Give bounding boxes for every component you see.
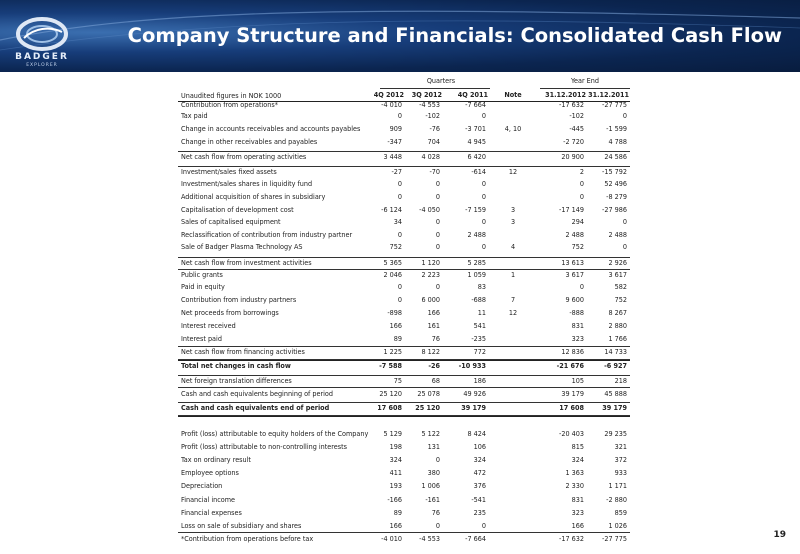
col-header: 31.12.2012 (545, 90, 586, 99)
row-value: 8 267 (608, 308, 627, 317)
row-value: 1 171 (608, 481, 627, 490)
row-value: 909 (389, 124, 402, 133)
row-value: 831 (571, 321, 584, 330)
row-value: 0 (435, 521, 440, 530)
row-value: 5 122 (421, 429, 440, 438)
col-header: 31.12.2011 (588, 90, 629, 99)
section-rule (178, 151, 630, 152)
row-value: 4 788 (608, 137, 627, 146)
row-note: 3 (510, 217, 516, 226)
row-note: 12 (508, 167, 518, 176)
row-value: 83 (477, 282, 486, 291)
row-value: -4 553 (419, 100, 440, 109)
row-value: 294 (571, 217, 584, 226)
row-value: 193 (389, 481, 402, 490)
row-value: 39 179 (561, 389, 584, 398)
row-value: 166 (427, 308, 440, 317)
row-label: Sale of Badger Plasma Technology AS (181, 242, 303, 251)
row-value: 39 179 (461, 403, 486, 412)
row-note: 3 (510, 205, 516, 214)
row-value: -3 701 (465, 124, 486, 133)
row-value: -26 (428, 361, 440, 370)
row-value: 106 (473, 442, 486, 451)
row-label: Change in other receivables and payables (181, 137, 318, 146)
row-value: 0 (397, 230, 402, 239)
row-label: Cash and cash equivalents beginning of period (181, 389, 333, 398)
row-value: 0 (481, 217, 486, 226)
row-label: Profit (loss) attributable to equity holders of the Company (181, 429, 369, 438)
row-value: 34 (393, 217, 402, 226)
row-value: -17 149 (559, 205, 584, 214)
row-value: 2 488 (608, 230, 627, 239)
row-value: 9 600 (565, 295, 584, 304)
col-header: 4Q 2012 (373, 90, 404, 99)
group-rule-yearend (540, 88, 630, 89)
row-value: 0 (435, 192, 440, 201)
row-value: 68 (431, 376, 440, 385)
row-value: -6 927 (604, 361, 627, 370)
row-value: 17 608 (377, 403, 402, 412)
row-value: -347 (387, 137, 402, 146)
row-value: 0 (397, 295, 402, 304)
section-rule (178, 166, 630, 167)
row-label: Total net changes in cash flow (181, 361, 291, 370)
row-value: 3 617 (565, 270, 584, 279)
row-note: 12 (508, 308, 518, 317)
row-value: 0 (435, 242, 440, 251)
header-quarters: Quarters (426, 76, 456, 85)
row-value: 2 (579, 167, 584, 176)
row-value: 76 (431, 508, 440, 517)
row-label: Change in accounts receivables and accounts payables (181, 124, 361, 133)
row-value: -7 664 (465, 100, 486, 109)
row-label: Net foreign translation differences (181, 376, 292, 385)
row-value: 89 (393, 508, 402, 517)
row-value: 0 (435, 230, 440, 239)
page-number: 19 (773, 530, 786, 540)
row-value: 5 365 (383, 258, 402, 267)
row-value: -21 676 (556, 361, 584, 370)
group-rule-quarters (380, 88, 490, 89)
col-header: 3Q 2012 (411, 90, 442, 99)
row-value: 472 (473, 468, 486, 477)
section-rule (178, 359, 630, 360)
row-value: 0 (622, 217, 627, 226)
row-label: Employee options (181, 468, 239, 477)
section-rule (178, 346, 630, 347)
row-value: -6 124 (381, 205, 402, 214)
row-value: 323 (571, 334, 584, 343)
row-value: -888 (569, 308, 584, 317)
row-value: 772 (473, 347, 486, 356)
row-value: -161 (425, 495, 440, 504)
row-value: 186 (473, 376, 486, 385)
row-value: -15 792 (602, 167, 627, 176)
section-rule (178, 387, 630, 388)
row-value: 2 926 (608, 258, 627, 267)
section-rule (178, 257, 630, 258)
row-value: 45 888 (604, 389, 627, 398)
row-value: -7 664 (465, 534, 486, 543)
total-rule-top (178, 360, 630, 361)
row-value: 4 945 (467, 137, 486, 146)
row-value: 323 (571, 508, 584, 517)
row-value: 0 (622, 242, 627, 251)
row-value: 0 (481, 521, 486, 530)
row-value: -10 933 (458, 361, 486, 370)
row-value: 376 (473, 481, 486, 490)
row-value: -2 880 (606, 495, 627, 504)
row-value: 24 586 (604, 152, 627, 161)
row-value: 831 (571, 495, 584, 504)
row-label: Paid in equity (181, 282, 225, 291)
row-value: 25 078 (417, 389, 440, 398)
row-value: -4 010 (381, 100, 402, 109)
logo-text: BADGER (15, 52, 69, 62)
row-value: 6 420 (467, 152, 486, 161)
row-label: Contribution from operations* (181, 100, 278, 109)
row-value: -7 588 (379, 361, 402, 370)
row-value: -541 (471, 495, 486, 504)
row-label: Interest paid (181, 334, 222, 343)
row-value: 815 (571, 442, 584, 451)
page-title: Company Structure and Financials: Consolidated Cash Flow (127, 24, 782, 47)
row-label: Investment/sales fixed assets (181, 167, 277, 176)
row-value: 6 000 (421, 295, 440, 304)
header-rule (178, 101, 630, 102)
row-value: 0 (481, 242, 486, 251)
row-value: 1 006 (421, 481, 440, 490)
row-value: 541 (473, 321, 486, 330)
row-value: -614 (471, 167, 486, 176)
row-value: 131 (427, 442, 440, 451)
row-value: -7 159 (465, 205, 486, 214)
row-value: 2 488 (467, 230, 486, 239)
row-value: 166 (389, 321, 402, 330)
row-value: 752 (614, 295, 627, 304)
row-note: 7 (510, 295, 516, 304)
row-value: -2 720 (563, 137, 584, 146)
section-rule (178, 402, 630, 403)
row-label: Cash and cash equivalents end of period (181, 403, 330, 412)
row-value: 0 (579, 179, 584, 188)
row-value: 704 (427, 137, 440, 146)
row-value: 0 (435, 282, 440, 291)
row-value: -27 775 (602, 534, 627, 543)
row-value: 0 (579, 282, 584, 291)
row-label: Depreciation (181, 481, 223, 490)
total-rule-bottom (178, 416, 630, 417)
row-value: 0 (622, 111, 627, 120)
row-value: 14 733 (604, 347, 627, 356)
row-value: 8 122 (421, 347, 440, 356)
row-value: -445 (569, 124, 584, 133)
row-value: 1 026 (608, 521, 627, 530)
row-label: Net proceeds from borrowings (181, 308, 279, 317)
row-value: 2 488 (565, 230, 584, 239)
row-value: 1 225 (383, 347, 402, 356)
row-value: 11 (477, 308, 486, 317)
row-value: 1 120 (421, 258, 440, 267)
row-value: 235 (473, 508, 486, 517)
units-note: Unaudited figures in NOK 1000 (181, 91, 282, 100)
row-value: 2 880 (608, 321, 627, 330)
row-value: 0 (481, 111, 486, 120)
row-label: Capitalisation of development cost (181, 205, 294, 214)
row-value: -8 279 (606, 192, 627, 201)
col-header: 4Q 2011 (457, 90, 488, 99)
row-value: 0 (435, 455, 440, 464)
row-value: 166 (389, 521, 402, 530)
row-value: 411 (389, 468, 402, 477)
row-value: 3 448 (383, 152, 402, 161)
row-value: 324 (389, 455, 402, 464)
row-value: 218 (614, 376, 627, 385)
row-note: 4, 10 (504, 124, 522, 133)
row-note: 1 (510, 270, 516, 279)
row-value: -27 775 (602, 100, 627, 109)
section-rule (178, 415, 630, 416)
row-value: 752 (389, 242, 402, 251)
row-label: Net cash flow from financing activities (181, 347, 305, 356)
row-label: Net cash flow from operating activities (181, 152, 307, 161)
row-label: Profit (loss) attributable to non-controlling interests (181, 442, 348, 451)
row-value: 5 285 (467, 258, 486, 267)
row-label: Investment/sales shares in liquidity fund (181, 179, 313, 188)
row-label: Loss on sale of subsidiary and shares (181, 521, 302, 530)
row-value: 198 (389, 442, 402, 451)
header-year-end: Year End (571, 76, 599, 85)
row-value: -17 632 (559, 100, 584, 109)
row-value: -4 553 (419, 534, 440, 543)
row-label: Tax on ordinary result (181, 455, 251, 464)
row-value: 8 424 (467, 429, 486, 438)
row-value: 3 617 (608, 270, 627, 279)
row-label: Sales of capitalised equipment (181, 217, 281, 226)
row-label: Financial expenses (181, 508, 242, 517)
row-value: 324 (571, 455, 584, 464)
row-value: -70 (429, 167, 440, 176)
row-label: Public grants (181, 270, 223, 279)
row-value: 49 926 (463, 389, 486, 398)
row-value: 321 (614, 442, 627, 451)
row-value: 5 129 (383, 429, 402, 438)
row-value: 933 (614, 468, 627, 477)
row-value: 2 046 (383, 270, 402, 279)
row-value: 17 608 (559, 403, 584, 412)
row-value: 52 496 (604, 179, 627, 188)
row-value: 0 (397, 282, 402, 291)
row-value: 859 (614, 508, 627, 517)
row-value: 0 (481, 179, 486, 188)
row-value: 75 (393, 376, 402, 385)
row-value: -166 (387, 495, 402, 504)
row-value: 76 (431, 334, 440, 343)
row-value: 0 (481, 192, 486, 201)
logo-subtext: EXPLORER (26, 63, 58, 68)
row-label: Additional acquisition of shares in subsidiary (181, 192, 326, 201)
row-value: -1 599 (606, 124, 627, 133)
row-label: *Contribution from operations before tax (181, 534, 314, 543)
row-value: 39 179 (602, 403, 627, 412)
row-value: 105 (571, 376, 584, 385)
row-label: Reclassification of contribution from industry partner (181, 230, 353, 239)
row-label: Financial income (181, 495, 236, 504)
row-value: 25 120 (415, 403, 440, 412)
row-value: -27 986 (602, 205, 627, 214)
row-value: 324 (473, 455, 486, 464)
row-value: -102 (569, 111, 584, 120)
row-value: -76 (429, 124, 440, 133)
row-value: 161 (427, 321, 440, 330)
row-value: 25 120 (379, 389, 402, 398)
row-value: -898 (387, 308, 402, 317)
row-value: -27 (391, 167, 402, 176)
row-value: 0 (435, 179, 440, 188)
row-label: Interest received (181, 321, 236, 330)
section-rule (178, 269, 630, 270)
row-value: 380 (427, 468, 440, 477)
row-value: -235 (471, 334, 486, 343)
row-value: -20 403 (559, 429, 584, 438)
slide-header (0, 0, 800, 72)
row-value: 29 235 (604, 429, 627, 438)
row-value: 12 836 (561, 347, 584, 356)
row-value: 20 900 (561, 152, 584, 161)
row-value: 582 (614, 282, 627, 291)
row-value: 1 363 (565, 468, 584, 477)
footer-rule (178, 532, 630, 533)
row-label: Net cash flow from investment activities (181, 258, 312, 267)
row-value: 0 (435, 217, 440, 226)
row-value: -4 050 (419, 205, 440, 214)
row-value: 752 (571, 242, 584, 251)
row-value: 0 (397, 111, 402, 120)
row-label: Contribution from industry partners (181, 295, 297, 304)
row-value: -102 (425, 111, 440, 120)
row-value: 89 (393, 334, 402, 343)
row-value: 1 766 (608, 334, 627, 343)
col-header-note: Note (504, 90, 522, 99)
row-value: 4 028 (421, 152, 440, 161)
row-value: 2 223 (421, 270, 440, 279)
row-value: -17 632 (559, 534, 584, 543)
row-value: 2 330 (565, 481, 584, 490)
row-value: 0 (397, 179, 402, 188)
row-value: 0 (397, 192, 402, 201)
row-value: 13 613 (561, 258, 584, 267)
row-note: 4 (510, 242, 516, 251)
row-value: 0 (579, 192, 584, 201)
row-value: 166 (571, 521, 584, 530)
row-value: -4 010 (381, 534, 402, 543)
row-value: 372 (614, 455, 627, 464)
row-value: -688 (471, 295, 486, 304)
section-rule (178, 375, 630, 376)
row-value: 1 059 (467, 270, 486, 279)
row-label: Tax paid (181, 111, 208, 120)
